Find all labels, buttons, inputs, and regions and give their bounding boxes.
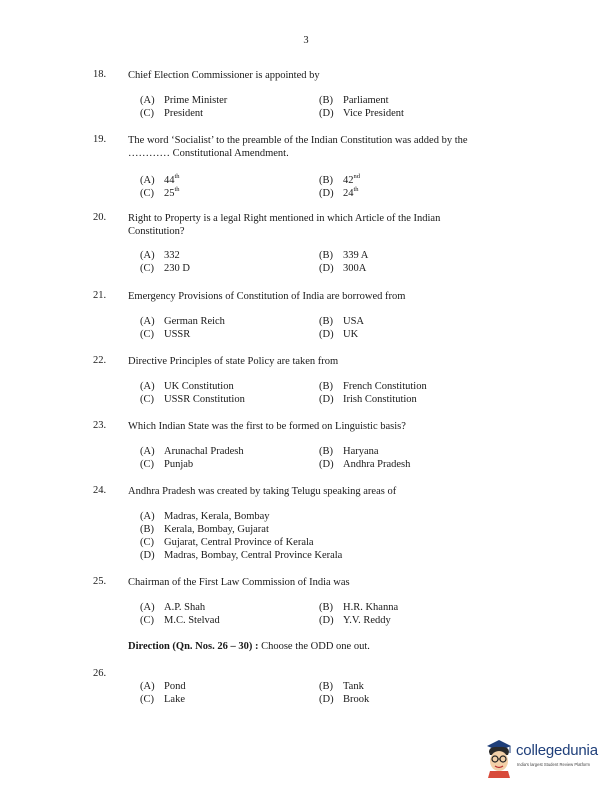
question-text: Directive Principles of state Policy are taken from bbox=[128, 356, 339, 367]
option: (B) USA bbox=[319, 316, 365, 327]
question-number: 19. bbox=[93, 134, 107, 145]
page-number: 3 bbox=[303, 35, 309, 46]
option: (C) 230 D bbox=[140, 263, 190, 274]
option: (B) Tank bbox=[319, 681, 364, 692]
option: (D) Andhra Pradesh bbox=[319, 459, 411, 470]
student-mascot-icon bbox=[484, 738, 514, 778]
option: (B) French Constitution bbox=[319, 381, 427, 392]
option: (D) 24th bbox=[319, 186, 359, 199]
question-number: 20. bbox=[93, 212, 107, 223]
option: (C) Punjab bbox=[140, 459, 194, 470]
question-text: Emergency Provisions of Constitution of India are borrowed from bbox=[128, 291, 406, 302]
question-text: Right to Property is a legal Right mentioned in which Article of the Indian Constitution? bbox=[128, 213, 441, 237]
option: (B) H.R. Khanna bbox=[319, 602, 399, 613]
option: (A) Prime Minister bbox=[140, 95, 228, 106]
option: (B) Haryana bbox=[319, 446, 379, 457]
option: (D) UK bbox=[319, 329, 359, 340]
option: (C) Lake bbox=[140, 694, 185, 705]
option: (D) Irish Constitution bbox=[319, 394, 417, 405]
question-text: Which Indian State was the first to be formed on Linguistic basis? bbox=[128, 421, 406, 432]
option: (A) Madras, Kerala, Bombay bbox=[140, 511, 270, 522]
option: (D) Madras, Bombay, Central Province Kerala bbox=[140, 550, 343, 561]
question-number: 21. bbox=[93, 290, 107, 301]
option: (D) Vice President bbox=[319, 108, 404, 119]
option: (A) Pond bbox=[140, 681, 186, 692]
option: (A) Arunachal Pradesh bbox=[140, 446, 244, 457]
option: (A) 332 bbox=[140, 250, 180, 261]
logo-brand: collegedunia bbox=[516, 742, 598, 759]
question-number: 18. bbox=[93, 69, 107, 80]
option: (C) USSR Constitution bbox=[140, 394, 245, 405]
option: (C) Gujarat, Central Province of Kerala bbox=[140, 537, 314, 548]
option: (B) Parliament bbox=[319, 95, 389, 106]
option: (D) Y.V. Reddy bbox=[319, 615, 391, 626]
option: (B) Kerala, Bombay, Gujarat bbox=[140, 524, 269, 535]
question-text: Chairman of the First Law Commission of India was bbox=[128, 577, 350, 588]
direction-text: Direction (Qn. Nos. 26 – 30) : Choose the ODD one out. bbox=[128, 641, 370, 652]
question-text: Chief Election Commissioner is appointed by bbox=[128, 70, 320, 81]
question-number: 23. bbox=[93, 420, 107, 431]
question-number: 25. bbox=[93, 576, 107, 587]
question-number: 26. bbox=[93, 668, 107, 679]
collegedunia-logo[interactable] bbox=[484, 738, 606, 780]
question-text: The word ‘Socialist’ to the preamble of the Indian Constitution was added by the ………… Constitutional Amendment. bbox=[128, 135, 468, 159]
option: (A) 44th bbox=[140, 173, 180, 186]
question-number: 24. bbox=[93, 485, 107, 496]
option: (C) M.C. Stelvad bbox=[140, 615, 220, 626]
option: (C) USSR bbox=[140, 329, 191, 340]
logo-tagline: India's largest Student Review Platform bbox=[517, 762, 590, 767]
option: (C) President bbox=[140, 108, 204, 119]
option: (A) UK Constitution bbox=[140, 381, 234, 392]
option: (B) 42nd bbox=[319, 173, 360, 186]
option: (D) Brook bbox=[319, 694, 370, 705]
option: (A) A.P. Shah bbox=[140, 602, 206, 613]
question-number: 22. bbox=[93, 355, 107, 366]
question-text: Andhra Pradesh was created by taking Telugu speaking areas of bbox=[128, 486, 397, 497]
option: (D) 300A bbox=[319, 263, 367, 274]
option: (B) 339 A bbox=[319, 250, 369, 261]
option: (A) German Reich bbox=[140, 316, 225, 327]
option: (C) 25th bbox=[140, 186, 180, 199]
